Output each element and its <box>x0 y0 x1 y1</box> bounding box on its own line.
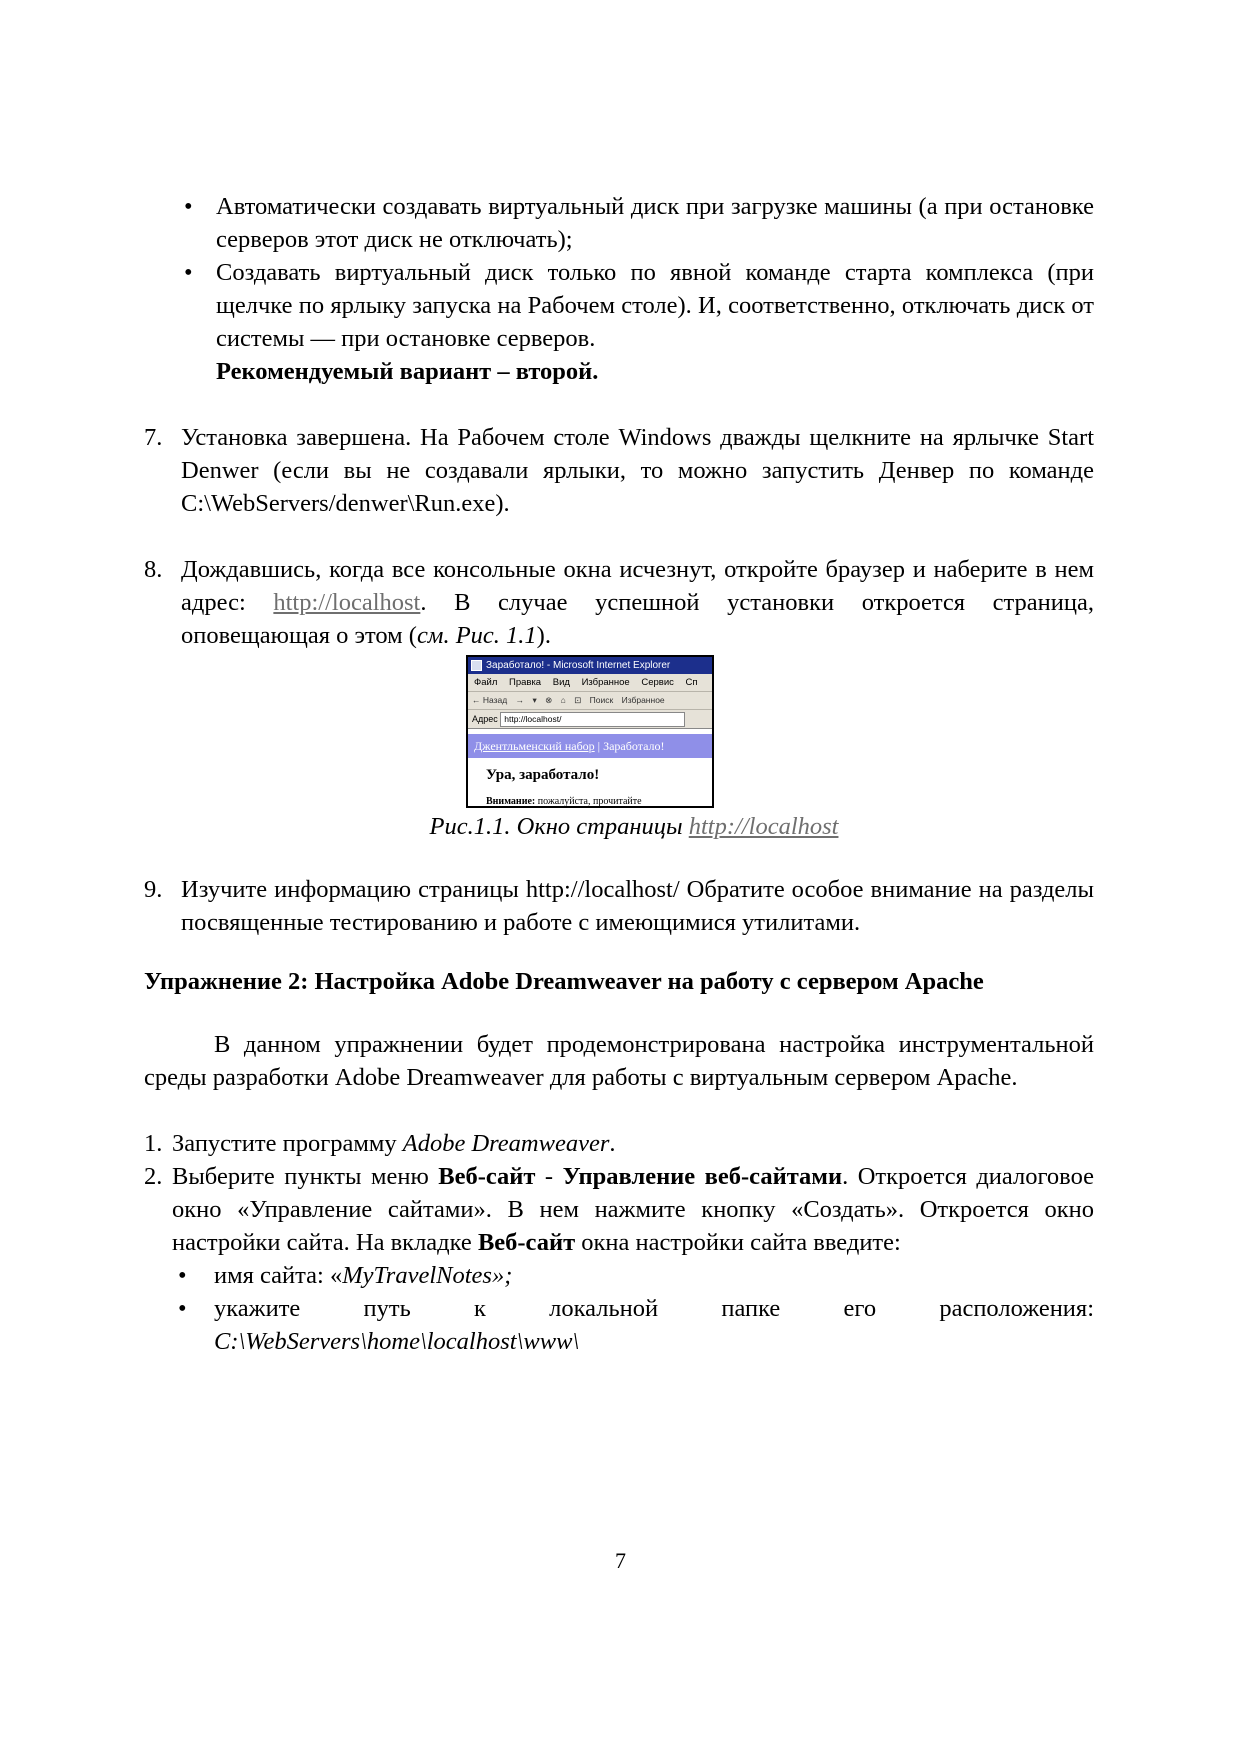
bullet-icon: • <box>184 193 193 220</box>
page-content <box>144 190 1094 1358</box>
menu-item: Избранное <box>581 677 630 688</box>
forward-icon: → <box>515 695 525 705</box>
page-body <box>468 758 712 808</box>
stop-icon: ⊗ <box>545 695 553 705</box>
step-7: 7. Установка завершена. На Рабочем столе Windows дважды щелкните на ярлычке Start Denwer (если вы не создавали ярлыки, то можно запустить Денвер по команде C:\WebServers/denwer\Run.exe). <box>144 424 1094 517</box>
menu-item: Вид <box>552 677 570 688</box>
refresh-icon: ⊡ <box>574 695 582 705</box>
site-settings-list <box>144 1259 1094 1358</box>
figure-caption: Рис.1.1. Окно страницы http://localhost <box>429 813 839 840</box>
recommended-note: Рекомендуемый вариант – второй. <box>216 358 599 385</box>
home-icon: ⌂ <box>560 695 566 705</box>
menu-item: Файл <box>474 677 498 688</box>
bullet-icon: • <box>178 1295 187 1322</box>
exercise-title: Упражнение 2: Настройка Adobe Dreamweaver на работу с сервером Apache <box>144 968 984 995</box>
menu-item: Сервис <box>641 677 674 688</box>
nav-current: Заработало! <box>603 739 665 753</box>
list-item: • Автоматически создавать виртуальный диск при загрузке машины (а при остановке серверов этот диск не отключать); <box>144 190 1094 256</box>
page-heading: Ура, заработало! <box>486 767 600 783</box>
intro-paragraph: В данном упражнении будет продемонстрирована настройка инструментальной среды разработки Adobe Dreamweaver для работы с виртуальным сервером Apache. <box>144 1031 1094 1091</box>
browser-menu-bar <box>468 674 712 692</box>
address-bar <box>468 710 712 729</box>
search-icon: Поиск <box>589 695 614 705</box>
dropdown-icon: ▾ <box>532 695 537 705</box>
address-field: http://localhost/ <box>500 712 685 727</box>
localhost-link[interactable]: http://localhost <box>273 589 421 616</box>
page-note: Внимание: пожалуйста, прочитайте <box>486 796 642 807</box>
list-item: • Создавать виртуальный диск только по явной команде старта комплекса (при щелчке по ярлыку запуска на Рабочем столе). И, соответственно, отключать диск от системы — при остановке серверов. Рекомендуемый вариант – второй. <box>144 256 1094 388</box>
ex-step-1: 1. Запустите программу Adobe Dreamweaver. <box>144 1130 616 1157</box>
step-8: 8. Дождавшись, когда все консольные окна исчезнут, откройте браузер и наберите в нем адрес: http://localhost. В случае успешной установки откроется страница, оповещающая о этом (см. Рис. 1.1). <box>144 556 1094 649</box>
window-title-bar: Заработало! - Microsoft Internet Explorer <box>468 657 712 674</box>
nav-link: Джентльменский набор <box>474 739 595 753</box>
step-9: 9. Изучите информацию страницы http://localhost/ Обратите особое внимание на разделы посвященные тестированию и работе с имеющимися утилитами. <box>144 876 1094 936</box>
list-item: • имя сайта: «MyTravelNotes»; <box>144 1259 1094 1292</box>
ex-step-2: 2. Выберите пункты меню Веб-сайт - Управление веб-сайтами. Откроется диалоговое окно «Управление сайтами». В нем нажмите кнопку «Создать». Откроется окно настройки сайта. На вкладке Веб-сайт окна настройки сайта введите: <box>144 1163 1094 1256</box>
address-label: Адрес <box>472 714 498 724</box>
browser-screenshot-figure <box>466 655 714 808</box>
menu-item: Сп <box>685 677 698 688</box>
page-number: 7 <box>615 1548 626 1573</box>
list-item: • укажите путь к локальной папке его расположения: C:\WebServers\home\localhost\www\ <box>144 1292 1094 1358</box>
back-icon: ← Назад <box>472 695 508 705</box>
options-list <box>144 190 1094 388</box>
bullet-icon: • <box>184 259 193 286</box>
bullet-icon: • <box>178 1262 187 1289</box>
favorites-icon: Избранное <box>621 695 665 705</box>
menu-item: Правка <box>509 677 542 688</box>
caption-link[interactable]: http://localhost <box>688 813 839 840</box>
browser-toolbar <box>468 692 712 710</box>
page-nav-strip: Джентльменский набор | Заработало! <box>468 734 712 758</box>
browser-icon <box>471 660 482 671</box>
